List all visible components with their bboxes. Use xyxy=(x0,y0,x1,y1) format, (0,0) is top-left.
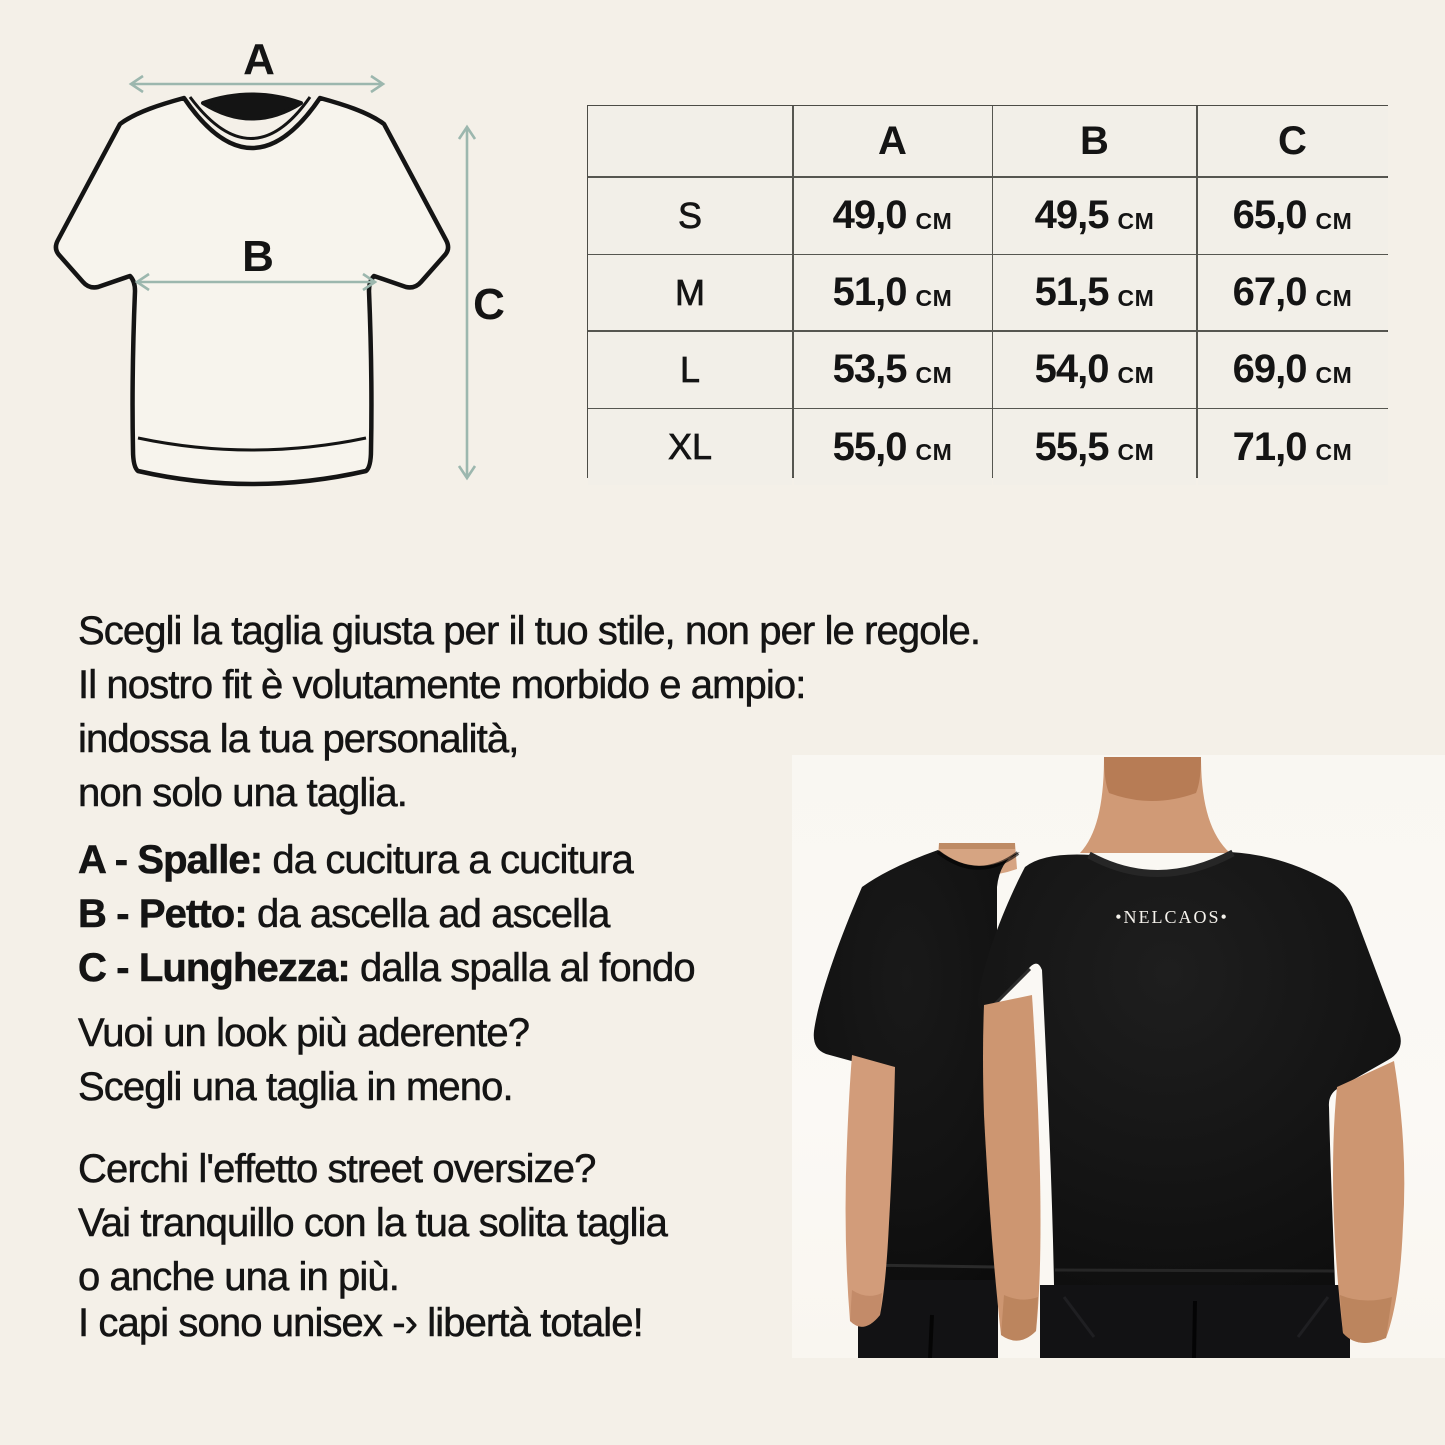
measure-label-c: C xyxy=(473,280,505,329)
tip-oversize xyxy=(78,1142,667,1304)
model-back-leg-split xyxy=(930,1315,932,1358)
measure-label-a: A xyxy=(243,35,275,84)
product-photo xyxy=(792,755,1445,1358)
size-table-header-a: A xyxy=(794,106,992,176)
cell-m-b: 51,5 CM xyxy=(993,255,1196,330)
tip-fitted-line-2: Scegli una taglia in meno. xyxy=(78,1065,513,1109)
size-table-corner-cell xyxy=(588,106,792,176)
tshirt-outline xyxy=(56,98,448,484)
size-table-header-c: C xyxy=(1198,106,1388,176)
unisex-note: I capi sono unisex -› libertà totale! xyxy=(78,1301,643,1345)
intro-line-2: Il nostro fit è volutamente morbido e ampio: xyxy=(78,663,806,707)
intro-line-4: non solo una taglia. xyxy=(78,771,407,815)
cell-xl-a: 55,0 CM xyxy=(794,409,992,485)
measure-label-b: B xyxy=(242,232,274,281)
cell-xl-b: 55,5 CM xyxy=(993,409,1196,485)
intro-line-1: Scegli la taglia giusta per il tuo stile, non per le regole. xyxy=(78,609,981,653)
cell-l-b: 54,0 CM xyxy=(993,332,1196,408)
intro-line-3: indossa la tua personalità, xyxy=(78,717,519,761)
legend-line-c: C - Lunghezza: dalla spalla al fondo xyxy=(78,946,695,990)
size-row-xl-label: XL xyxy=(588,409,792,485)
model-front-chin-shadow xyxy=(1104,757,1201,801)
product-photo-illustration xyxy=(792,755,1445,1358)
tip-oversize-line-3: o anche una in più. xyxy=(78,1255,399,1299)
size-row-s-label: S xyxy=(588,178,792,254)
tip-oversize-line-2: Vai tranquillo con la tua solita taglia xyxy=(78,1201,667,1245)
cell-s-c: 65,0 CM xyxy=(1198,178,1388,254)
tshirt-collar-band xyxy=(203,95,301,119)
cell-s-b: 49,5 CM xyxy=(993,178,1196,254)
model-back-jaw-shadow xyxy=(939,843,1015,849)
size-table xyxy=(587,105,1388,478)
model-front-hem-seam xyxy=(1055,1270,1334,1271)
cell-m-c: 67,0 CM xyxy=(1198,255,1388,330)
size-row-m-label: M xyxy=(588,255,792,330)
cell-m-a: 51,0 CM xyxy=(794,255,992,330)
model-front-figure xyxy=(978,757,1405,1358)
model-front-left-hand-shadow xyxy=(1001,1295,1038,1341)
cell-s-a: 49,0 CM xyxy=(794,178,992,254)
legend-line-a: A - Spalle: da cucitura a cucitura xyxy=(78,838,633,882)
cell-l-a: 53,5 CM xyxy=(794,332,992,408)
measure-legend xyxy=(78,833,695,995)
legend-line-b: B - Petto: da ascella ad ascella xyxy=(78,892,610,936)
size-table-header-b: B xyxy=(993,106,1196,176)
cell-xl-c: 71,0 CM xyxy=(1198,409,1388,485)
tshirt-measurement-diagram xyxy=(40,30,510,490)
model-front-pants xyxy=(1040,1285,1350,1358)
size-row-l-label: L xyxy=(588,332,792,408)
cell-l-c: 69,0 CM xyxy=(1198,332,1388,408)
tip-oversize-line-1: Cerchi l'effetto street oversize? xyxy=(78,1147,596,1191)
tip-fitted-line-1: Vuoi un look più aderente? xyxy=(78,1011,530,1055)
tip-fitted xyxy=(78,1006,529,1114)
model-front-right-hand-shadow xyxy=(1340,1295,1392,1343)
brand-logo-text: •NELCAOS• xyxy=(1115,907,1229,927)
